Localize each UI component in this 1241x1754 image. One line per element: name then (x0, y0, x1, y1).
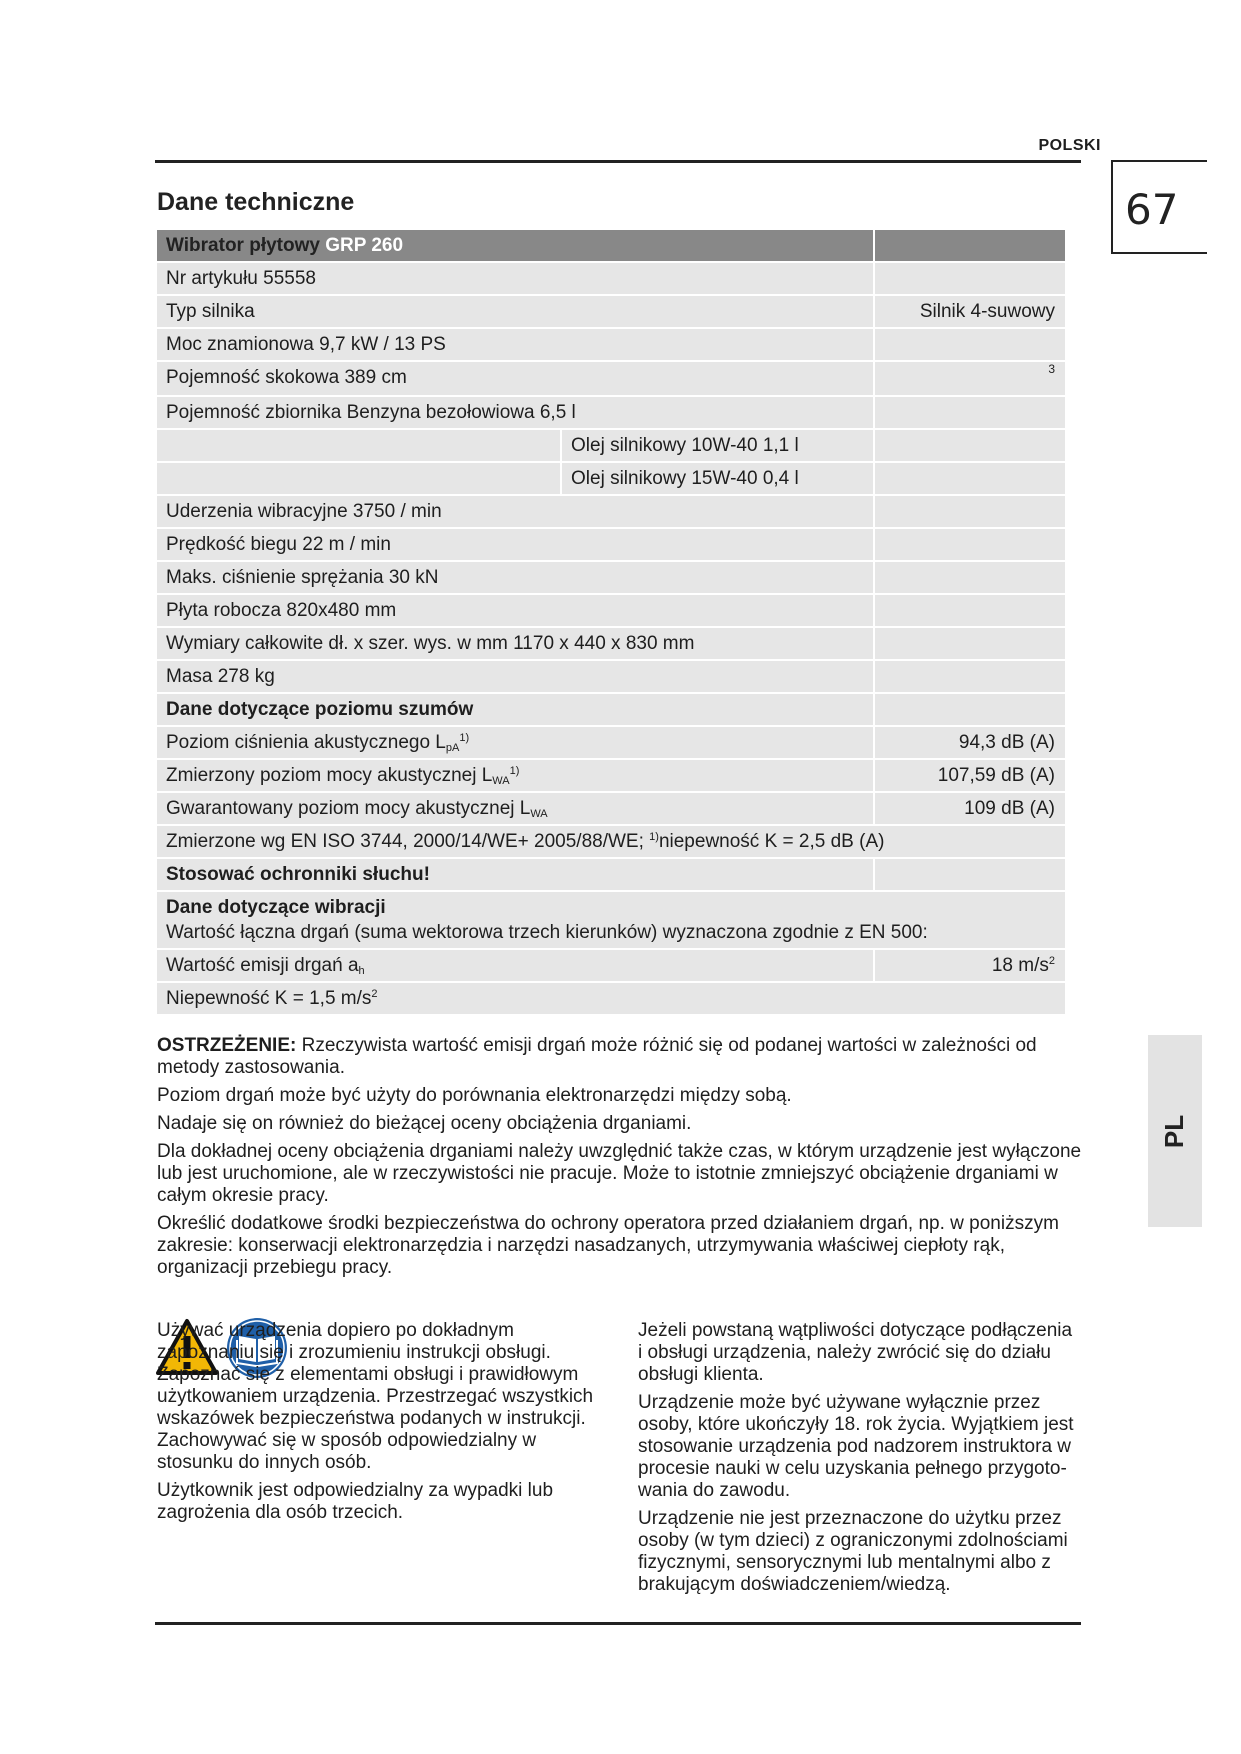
row-value: Silnik 4-suwowy (873, 296, 1063, 327)
table-row-oil (157, 463, 1065, 494)
paragraph: Poziom drgań może być użyty do porównania elektronarzędzi między sobą. (157, 1085, 792, 1106)
table-row (157, 362, 1065, 395)
right-column (638, 1320, 1078, 1602)
table-row: Zmierzony poziom mocy akustycznej $L_{WA}^{1)}$ 107,59 dB (A) (157, 760, 1065, 791)
section-title: Dane techniczne (157, 188, 355, 216)
row-label: Typ silnika (166, 301, 255, 322)
paragraph: Używać urządzenia dopiero po dokładnym zapoznaniu się i zrozumieniu instrukcji obsługi. (157, 1320, 551, 1363)
table-row (157, 397, 1065, 428)
vibration-heading-row (157, 892, 1065, 948)
row-value: 107,59 dB (A) (873, 760, 1063, 791)
row-label: Wymiary całkowite dł. x szer. wys. w mm 1170 x 440 x 830 mm (166, 633, 695, 654)
noise-heading-row (157, 694, 1065, 725)
row-value (873, 628, 1063, 659)
table-row (157, 628, 1065, 659)
table-row (157, 329, 1065, 360)
row-value (873, 263, 1063, 294)
standard-text: Zmierzone wg EN ISO 3744, 2000/14/WE+ 2005/88/WE; (166, 831, 644, 852)
row-label: Wartość emisji drgań a (166, 955, 359, 976)
page-number: 67 (1125, 185, 1179, 234)
paragraph: Określić dodatkowe środki bezpieczeństwa do ochrony operatora przed działaniem drgań, np. w poniższym zakresie: konserwacji elektronarzędzia i narzędzi nasadzanych, utrzymywania właściwej ciepłoty rąk, organizacji przebiegu pracy. (157, 1213, 1059, 1278)
hearing-protection-row (157, 859, 1065, 890)
top-divider (155, 160, 1081, 163)
row-label: Prędkość biegu 22 m / min (166, 534, 391, 555)
row-value (873, 329, 1063, 360)
table-row (157, 296, 1065, 327)
row-value (873, 562, 1063, 593)
table-row (157, 562, 1065, 593)
row-label: Pojemność zbiornika Benzyna bezołowiowa 6,5 l (166, 402, 576, 423)
table-row (157, 661, 1065, 692)
row-value: 94,3 dB (A) (873, 727, 1063, 758)
row-label: Zmierzony poziom mocy akustycznej L (166, 765, 493, 786)
vibration-heading: Dane dotyczące wibracji (166, 897, 386, 918)
paragraph: Urządzenie nie jest przeznaczone do użytku przez osoby (w tym dzieci) z ograniczonymi zdolnościami fizycznymi, sensorycznymi lub mentalnymi albo z brakującym doświadczeniem/wiedzą. (638, 1508, 1068, 1595)
paragraph: Dla dokładnej oceny obciążenia drganiami należy uwzględnić także czas, w którym urządzenie jest wyłączone lub jest uruchomione, ale w rzeczywistości nie pracuje. Może to istotnie zmniejszyć obciążenie drganiami w całym okresie pracy. (157, 1141, 1082, 1206)
row-value: 18 m/s (991, 955, 1049, 976)
table-row: Wartość emisji drgań $a_h$ 18 $m/s^2$ (157, 950, 1065, 981)
product-name: Wibrator płytowy (166, 235, 320, 256)
left-column (157, 1320, 595, 1530)
row-value: 109 dB (A) (873, 793, 1063, 824)
row-value (873, 661, 1063, 692)
table-row (157, 263, 1065, 294)
row-value (873, 595, 1063, 626)
paragraph: Nadaje się on również do bieżącej oceny obciążenia drganiami. (157, 1113, 692, 1134)
row-label: Gwarantowany poziom mocy akustycznej L (166, 798, 531, 819)
product-model: GRP 260 (325, 235, 404, 256)
warning-label: OSTRZEŻENIE: (157, 1035, 297, 1056)
row-label: Uderzenia wibracyjne 3750 / min (166, 501, 442, 522)
language-tab-label: PL (1159, 1114, 1190, 1148)
paragraph: Urządzenie może być używane wyłącznie przez osoby, które ukończyły 18. rok życia. Wyjątkiem jest stosowanie urządzenia pod nadzorem instruktora w procesie nauki w celu uzyskania pełnego przygoto-wania do zawodu. (638, 1392, 1074, 1501)
row-label: Nr artykułu 55558 (166, 268, 316, 289)
noise-heading: Dane dotyczące poziomu szumów (166, 699, 474, 720)
row-label: Poziom ciśnienia akustycznego L (166, 732, 446, 753)
row-label: Płyta robocza 820x480 mm (166, 600, 397, 621)
table-row (157, 529, 1065, 560)
table-header-row (157, 230, 1065, 261)
bottom-divider (155, 1622, 1081, 1625)
table-row: Niepewność K = 1,5 $m/s^2$ (157, 983, 1065, 1014)
superscript-3: 3 (1048, 362, 1055, 376)
table-row-oil (157, 430, 1065, 461)
paragraph: Zapoznać się z elementami obsługi i prawidłowym użytkowaniem urządzenia. Przestrzegać wszystkich wskazówek bezpieczeństwa podanych w instrukcji. Zachowywać się w sposób odpowiedzialny w stosunku do innych osób. (157, 1364, 594, 1473)
spec-table (157, 230, 1065, 1016)
hearing-protection-note: Stosować ochronniki słuchu! (166, 864, 430, 885)
table-row: Gwarantowany poziom mocy akustycznej $L_{WA}$ 109 dB (A) (157, 793, 1065, 824)
table-row: Zmierzone wg EN ISO 3744, 2000/14/WE+ 2005/88/WE; $^{1)}$niepewność K = 2,5 dB (A) (157, 826, 1065, 857)
language-label: POLSKI (1038, 137, 1101, 154)
row-value (873, 529, 1063, 560)
row-label: Pojemność skokowa 389 cm (166, 367, 407, 388)
paragraph: Jeżeli powstaną wątpliwości dotyczące podłączenia i obsługi urządzenia, należy zwrócić się do działu obsługi klienta. (638, 1320, 1073, 1385)
row-label: Niepewność K = 1,5 m/s (166, 988, 372, 1009)
oil-value: Olej silnikowy 15W-40 0,4 l (560, 463, 873, 494)
vibration-description: Wartość łączna drgań (suma wektorowa trzech kierunków) wyznaczona zgodnie z EN 500: (166, 922, 928, 943)
row-label: Moc znamionowa 9,7 kW / 13 PS (166, 334, 446, 355)
warning-text: Rzeczywista wartość emisji drgań może różnić się od podanej wartości w zależności od metody zastosowania. (157, 1035, 1037, 1078)
paragraph: Użytkownik jest odpowiedzialny za wypadki lub zagrożenia dla osób trzecich. (157, 1480, 554, 1523)
row-value (873, 496, 1063, 527)
warning-section (157, 1035, 1087, 1285)
table-row: Poziom ciśnienia akustycznego $L_{pA}^{1)}$ 94,3 dB (A) (157, 727, 1065, 758)
table-row (157, 496, 1065, 527)
row-label: Masa 278 kg (166, 666, 275, 687)
row-label: Maks. ciśnienie sprężania 30 kN (166, 567, 439, 588)
oil-value: Olej silnikowy 10W-40 1,1 l (560, 430, 873, 461)
row-value (873, 397, 1063, 428)
table-row (157, 595, 1065, 626)
